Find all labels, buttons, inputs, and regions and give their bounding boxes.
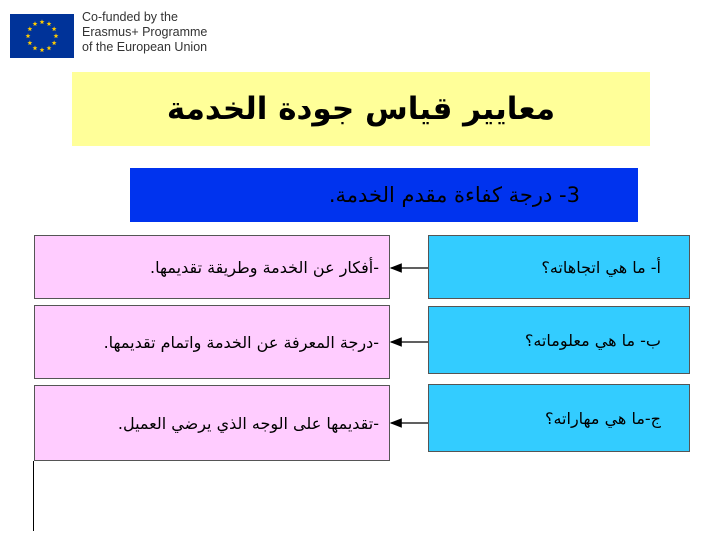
question-text-3: ج-ما هي مهاراته؟ (544, 408, 661, 428)
answer-text-3: -تقديمها على الوجه الذي يرضي العميل. (117, 413, 379, 433)
logo-line-3: of the European Union (82, 40, 208, 54)
page-title: معايير قياس جودة الخدمة (166, 91, 556, 127)
answer-text-1: -أفكار عن الخدمة وطريقة تقديمها. (150, 257, 379, 277)
subtitle-text: 3- درجة كفاءة مقدم الخدمة. (328, 183, 580, 207)
question-text-1: أ- ما هي اتجاهاته؟ (541, 257, 661, 277)
question-text-2: ب- ما هي معلوماته؟ (524, 330, 661, 350)
answer-text-2: -درجة المعرفة عن الخدمة واتمام تقديمها. (103, 332, 379, 352)
logo-line-1: Co-funded by the (82, 10, 178, 24)
logo-line-2: Erasmus+ Programme (82, 25, 208, 39)
vertical-line (33, 461, 34, 531)
